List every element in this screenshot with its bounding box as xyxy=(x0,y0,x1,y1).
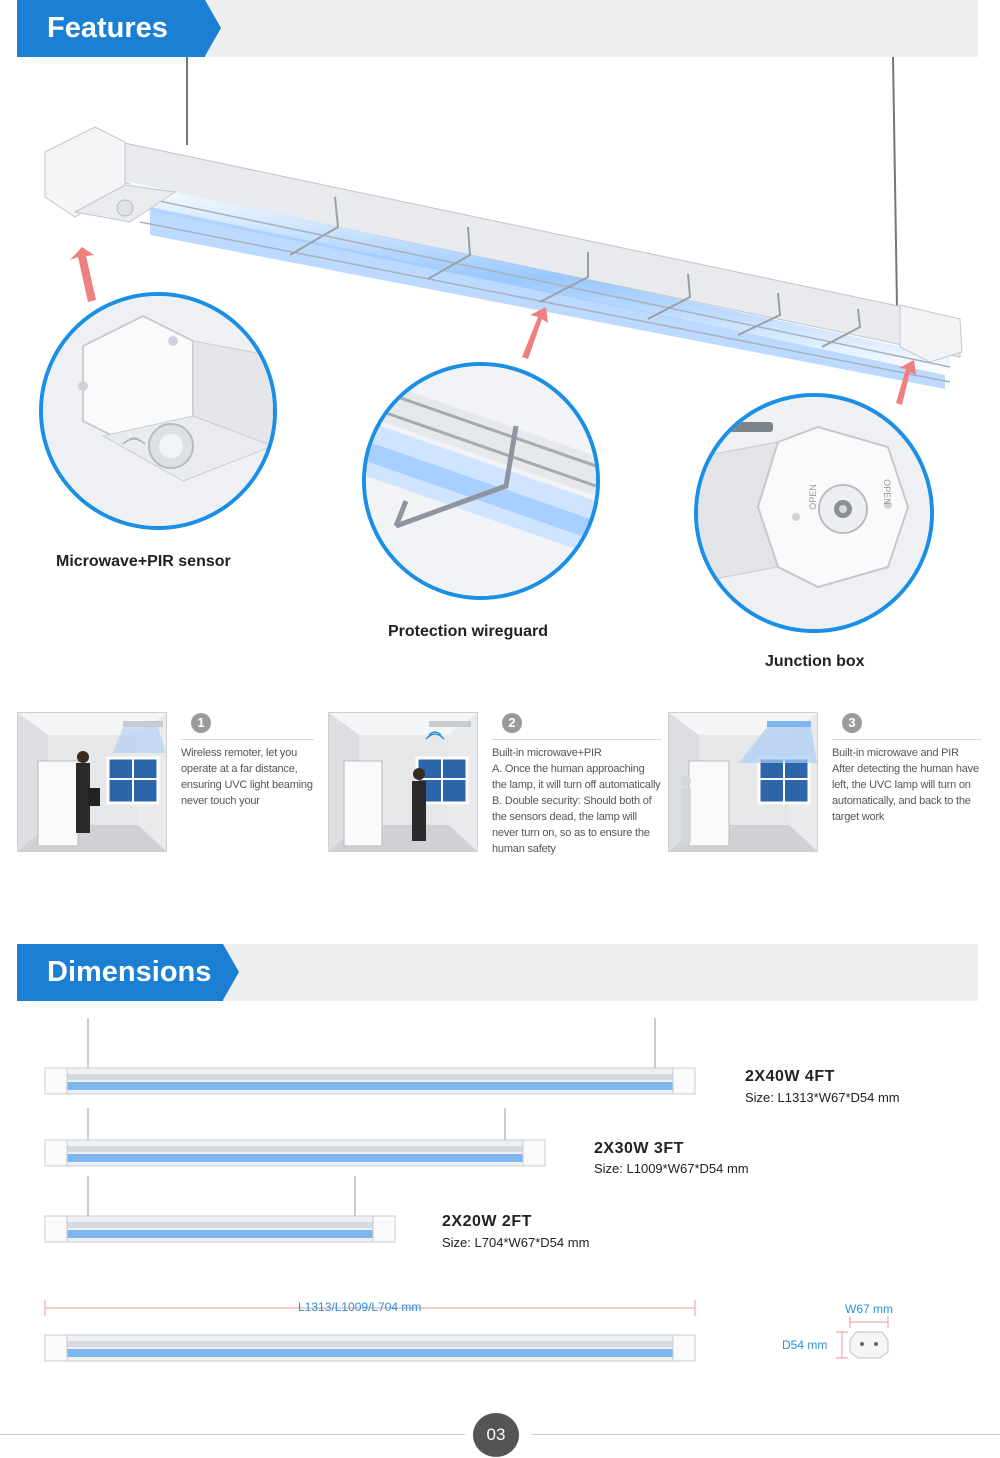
model-3ft-name: 2X30W 3FT xyxy=(594,1140,684,1157)
junction-caption: Junction box xyxy=(765,653,865,670)
features-banner xyxy=(17,0,978,57)
model-3ft-size: Size: L1009*W67*D54 mm xyxy=(594,1161,749,1176)
step-1-divider xyxy=(181,739,314,740)
step-2-description: Built-in microwave+PIR A. Once the human approaching the lamp, it will turn off automatically B. Double security: Should both of the sensors dead, the lamp will never turn on, so as to ensure the human safety xyxy=(492,747,661,855)
footer-line-right xyxy=(532,1434,1000,1435)
sensor-closeup-circle xyxy=(39,292,277,530)
features-title: Features xyxy=(17,0,205,57)
depth-dimension-label: D54 mm xyxy=(782,1338,828,1352)
step-3-room-illustration xyxy=(668,712,818,852)
step-1-number: 1 xyxy=(191,713,211,733)
length-dimension-label: L1313/L1009/L704 mm xyxy=(298,1300,422,1314)
model-4ft-size: Size: L1313*W67*D54 mm xyxy=(745,1090,900,1105)
junction-open-label-left: OPEN xyxy=(807,484,818,510)
lamp-2ft-drawing xyxy=(45,1176,395,1242)
step-3-number: 3 xyxy=(842,713,862,733)
junction-closeup-circle xyxy=(694,393,934,633)
step-2-divider xyxy=(492,739,662,740)
lamp-4ft-drawing xyxy=(45,1018,695,1094)
model-4ft-name: 2X40W 4FT xyxy=(745,1068,835,1085)
model-2ft-name: 2X20W 2FT xyxy=(442,1213,532,1230)
footer-line-left xyxy=(0,1434,465,1435)
lamp-3ft-drawing xyxy=(45,1108,545,1166)
dimensions-banner xyxy=(17,944,978,1001)
wireguard-closeup-circle xyxy=(362,362,600,600)
dimension-lamp-drawings xyxy=(0,1010,1000,1370)
width-dimension-label: W67 mm xyxy=(845,1302,893,1316)
cross-section-shape xyxy=(850,1332,888,1358)
dimensions-title: Dimensions xyxy=(17,944,223,1001)
step-3-description: Built-in microwave and PIR After detecting the human have left, the UVC lamp will turn on automatically, and back to the target work xyxy=(832,747,979,823)
sensor-closeup-illustration xyxy=(43,296,273,526)
step-3-divider xyxy=(832,739,982,740)
junction-closeup-illustration xyxy=(698,397,930,629)
wireguard-closeup-illustration xyxy=(366,366,596,596)
sensor-caption: Microwave+PIR sensor xyxy=(56,553,231,570)
page-number-badge xyxy=(473,1413,519,1457)
step-1-room-illustration xyxy=(17,712,167,852)
step-1-description: Wireless remoter, let you operate at a far distance, ensuring UVC light beaming never touch your xyxy=(181,747,313,807)
wireguard-caption: Protection wireguard xyxy=(388,623,549,640)
page-number: 03 xyxy=(486,1425,506,1444)
step-2-number: 2 xyxy=(502,713,522,733)
step-2-room-illustration xyxy=(328,712,478,852)
lamp-dimension-drawing xyxy=(45,1335,695,1361)
model-2ft-size: Size: L704*W67*D54 mm xyxy=(442,1235,590,1250)
junction-open-label-right: OPEN xyxy=(881,479,892,505)
